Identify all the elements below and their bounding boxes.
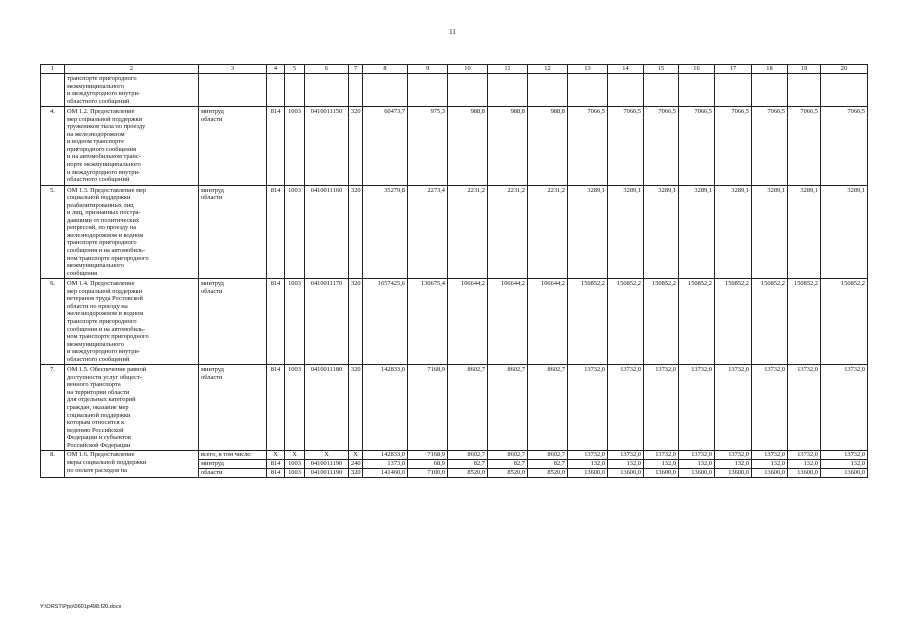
executor: всего, в том числе: — [199, 451, 267, 460]
csr-code: 0410011160 — [305, 185, 349, 279]
row-number: 4. — [41, 107, 65, 185]
executor — [199, 74, 267, 107]
measure-name: ОМ 1.4. Предоставление мер социальной поддержки ветеранов труда Ростовской области по проезду на железнодорожном и водном транспорте пригородного сообщения и на автомобиль- ном транспорте пригородного межмуниципального и междугородного внутри- областного сообщений — [65, 279, 199, 365]
amount-cell: 13600,0 — [715, 469, 752, 478]
amount-cell: 13732,0 — [644, 451, 679, 460]
table-row — [41, 365, 868, 451]
grbs-code: X — [267, 451, 285, 460]
measure-name: ОМ 1.2. Предоставление мер социальной поддержки тружеников тыла по проезду на железнодорожном и водном транспорте пригородного сообщения и на автомобильном транс- порте межмуниципального и междугородного внутри- областного сообщений — [65, 107, 199, 185]
rzpr-code — [285, 74, 305, 107]
table-row — [41, 279, 868, 365]
rzpr-code: 1003 — [285, 185, 305, 279]
amount-cell: 7100,0 — [408, 469, 448, 478]
table-row — [41, 74, 868, 107]
amount-cell: 8602,7 — [528, 365, 568, 451]
amount-cell: 13732,0 — [608, 451, 644, 460]
column-header: 12 — [528, 65, 568, 74]
grbs-code: 814 — [267, 469, 285, 478]
column-header: 19 — [788, 65, 821, 74]
column-header: 18 — [752, 65, 788, 74]
amount-cell — [448, 74, 488, 107]
amount-cell: 150852,2 — [752, 279, 788, 365]
amount-cell: 150852,2 — [608, 279, 644, 365]
amount-cell: 7066,5 — [788, 107, 821, 185]
column-header: 15 — [644, 65, 679, 74]
amount-cell: 8520,0 — [448, 469, 488, 478]
amount-cell: 132,0 — [608, 460, 644, 469]
amount-cell — [568, 74, 608, 107]
vr-code — [349, 74, 363, 107]
vr-code: 320 — [349, 469, 363, 478]
column-header: 11 — [488, 65, 528, 74]
amount-cell: 13732,0 — [568, 451, 608, 460]
budget-table — [40, 64, 868, 478]
amount-cell: 8520,0 — [528, 469, 568, 478]
table-body — [41, 65, 868, 478]
amount-cell: 7066,5 — [752, 107, 788, 185]
amount-cell: 3289,1 — [679, 185, 715, 279]
column-header: 14 — [608, 65, 644, 74]
amount-cell: 13732,0 — [679, 365, 715, 451]
executor: минтруд области — [199, 107, 267, 185]
amount-cell — [788, 74, 821, 107]
amount-cell: 7168,9 — [408, 451, 448, 460]
amount-cell: 8602,7 — [448, 365, 488, 451]
rzpr-code: 1003 — [285, 279, 305, 365]
amount-cell: 988,8 — [448, 107, 488, 185]
column-header: 8 — [363, 65, 408, 74]
column-header: 6 — [305, 65, 349, 74]
amount-cell: 132,0 — [821, 460, 868, 469]
amount-cell: 13732,0 — [715, 365, 752, 451]
amount-cell: 132,0 — [644, 460, 679, 469]
amount-cell: 13600,0 — [608, 469, 644, 478]
amount-cell: 60473,7 — [363, 107, 408, 185]
amount-cell: 132,0 — [568, 460, 608, 469]
executor: области — [199, 469, 267, 478]
amount-cell: 82,7 — [528, 460, 568, 469]
vr-code: X — [349, 451, 363, 460]
amount-cell: 132,0 — [679, 460, 715, 469]
amount-cell: 7066,5 — [715, 107, 752, 185]
rzpr-code: 1003 — [285, 365, 305, 451]
amount-cell: 13732,0 — [715, 451, 752, 460]
amount-cell: 13600,0 — [568, 469, 608, 478]
amount-cell: 13600,0 — [752, 469, 788, 478]
amount-cell: 7066,5 — [568, 107, 608, 185]
amount-cell: 3289,1 — [644, 185, 679, 279]
amount-cell: 150852,2 — [679, 279, 715, 365]
column-header: 3 — [199, 65, 267, 74]
amount-cell: 1657425,6 — [363, 279, 408, 365]
amount-cell: 13600,0 — [679, 469, 715, 478]
rzpr-code: 1003 — [285, 107, 305, 185]
amount-cell: 132,0 — [788, 460, 821, 469]
table-row — [41, 185, 868, 279]
vr-code: 320 — [349, 185, 363, 279]
amount-cell: 8520,0 — [488, 469, 528, 478]
amount-cell — [752, 74, 788, 107]
csr-code: 0410011150 — [305, 107, 349, 185]
executor: минтруд области — [199, 365, 267, 451]
measure-name: ОМ 1.3. Предоставление мер социальной поддержки реабилитированных лиц и лиц, признанных постра- давшими от политических репрессий, по проезду на железнодорожном и водном транспорте пригородного сообщения и на автомобиль- ном транспорте пригородного межмуниципального сообщения — [65, 185, 199, 279]
amount-cell — [488, 74, 528, 107]
amount-cell: 8602,7 — [448, 451, 488, 460]
column-header: 16 — [679, 65, 715, 74]
amount-cell: 7066,5 — [679, 107, 715, 185]
header-row — [41, 65, 868, 74]
table-row — [41, 107, 868, 185]
page-number: 11 — [449, 28, 456, 36]
csr-code: 0410011190 — [305, 469, 349, 478]
amount-cell: 13732,0 — [568, 365, 608, 451]
amount-cell: 150852,2 — [821, 279, 868, 365]
column-header: 4 — [267, 65, 285, 74]
amount-cell — [528, 74, 568, 107]
amount-cell: 13600,0 — [644, 469, 679, 478]
amount-cell — [644, 74, 679, 107]
executor: минтруд области — [199, 279, 267, 365]
amount-cell — [363, 74, 408, 107]
vr-code: 320 — [349, 279, 363, 365]
amount-cell: 82,7 — [488, 460, 528, 469]
amount-cell: 150852,2 — [715, 279, 752, 365]
amount-cell: 975,3 — [408, 107, 448, 185]
measure-name: транспорте пригородного межмуниципального и междугородного внутри- областного сообщений — [65, 74, 199, 107]
executor: минтруд области — [199, 185, 267, 279]
amount-cell: 8602,7 — [528, 451, 568, 460]
csr-code: 0410011180 — [305, 365, 349, 451]
amount-cell: 8602,7 — [488, 451, 528, 460]
amount-cell: 132,0 — [715, 460, 752, 469]
column-header: 17 — [715, 65, 752, 74]
table-row — [41, 451, 868, 460]
measure-name: ОМ 1.6. Предоставление меры социальной поддержки по оплате расходов на — [65, 451, 199, 478]
row-number: 6. — [41, 279, 65, 365]
amount-cell: 13732,0 — [608, 365, 644, 451]
vr-code: 320 — [349, 365, 363, 451]
amount-cell — [608, 74, 644, 107]
column-header: 10 — [448, 65, 488, 74]
amount-cell: 106644,2 — [488, 279, 528, 365]
amount-cell: 3289,1 — [788, 185, 821, 279]
amount-cell: 988,8 — [528, 107, 568, 185]
measure-name: ОМ 1.5. Обеспечение равной доступности услуг общест- венного транспорта на территории области для отдельных категорий граждан, оказание мер социальной поддержки которым относится к ведению Российской Федерации и субъектов Российской Федерации — [65, 365, 199, 451]
amount-cell: 2231,2 — [488, 185, 528, 279]
grbs-code — [267, 74, 285, 107]
csr-code: 0410011170 — [305, 279, 349, 365]
file-path-footer: Y:\ORST\Ppo\0601p498.f20.docx — [40, 604, 122, 610]
amount-cell: 7066,5 — [821, 107, 868, 185]
amount-cell: 132,0 — [752, 460, 788, 469]
amount-cell: 988,8 — [488, 107, 528, 185]
amount-cell: 2231,2 — [528, 185, 568, 279]
amount-cell: 141460,0 — [363, 469, 408, 478]
column-header: 1 — [41, 65, 65, 74]
rzpr-code: X — [285, 451, 305, 460]
amount-cell: 3289,1 — [715, 185, 752, 279]
row-number: 5. — [41, 185, 65, 279]
amount-cell: 7168,9 — [408, 365, 448, 451]
grbs-code: 814 — [267, 185, 285, 279]
amount-cell: 3289,1 — [752, 185, 788, 279]
amount-cell: 1373,0 — [363, 460, 408, 469]
amount-cell: 13732,0 — [788, 451, 821, 460]
column-header: 20 — [821, 65, 868, 74]
vr-code: 320 — [349, 107, 363, 185]
column-header: 9 — [408, 65, 448, 74]
vr-code: 240 — [349, 460, 363, 469]
grbs-code: 814 — [267, 279, 285, 365]
amount-cell: 3289,1 — [821, 185, 868, 279]
amount-cell: 3289,1 — [608, 185, 644, 279]
column-header: 13 — [568, 65, 608, 74]
amount-cell: 13732,0 — [752, 365, 788, 451]
amount-cell: 13732,0 — [821, 365, 868, 451]
column-header: 5 — [285, 65, 305, 74]
amount-cell: 13732,0 — [752, 451, 788, 460]
amount-cell: 142833,0 — [363, 365, 408, 451]
amount-cell: 2273,4 — [408, 185, 448, 279]
grbs-code: 814 — [267, 107, 285, 185]
grbs-code: 814 — [267, 365, 285, 451]
amount-cell: 7066,5 — [644, 107, 679, 185]
amount-cell: 7066,5 — [608, 107, 644, 185]
grbs-code: 814 — [267, 460, 285, 469]
amount-cell: 13732,0 — [644, 365, 679, 451]
csr-code: 0410011190 — [305, 460, 349, 469]
amount-cell: 8602,7 — [488, 365, 528, 451]
csr-code: X — [305, 451, 349, 460]
amount-cell: 82,7 — [448, 460, 488, 469]
amount-cell: 106644,2 — [528, 279, 568, 365]
amount-cell: 3289,1 — [568, 185, 608, 279]
amount-cell: 13732,0 — [788, 365, 821, 451]
amount-cell: 35279,8 — [363, 185, 408, 279]
amount-cell: 13600,0 — [821, 469, 868, 478]
amount-cell: 150852,2 — [568, 279, 608, 365]
amount-cell: 13732,0 — [679, 451, 715, 460]
rzpr-code: 1003 — [285, 460, 305, 469]
row-number — [41, 74, 65, 107]
amount-cell — [679, 74, 715, 107]
amount-cell: 130675,4 — [408, 279, 448, 365]
amount-cell: 142833,0 — [363, 451, 408, 460]
amount-cell: 13732,0 — [821, 451, 868, 460]
amount-cell: 68,9 — [408, 460, 448, 469]
column-header: 2 — [65, 65, 199, 74]
executor: минтруд — [199, 460, 267, 469]
amount-cell: 2231,2 — [448, 185, 488, 279]
row-number: 7. — [41, 365, 65, 451]
amount-cell: 13600,0 — [788, 469, 821, 478]
csr-code — [305, 74, 349, 107]
amount-cell: 150852,2 — [788, 279, 821, 365]
amount-cell: 106644,2 — [448, 279, 488, 365]
amount-cell: 150852,2 — [644, 279, 679, 365]
rzpr-code: 1003 — [285, 469, 305, 478]
amount-cell — [715, 74, 752, 107]
row-number: 8. — [41, 451, 65, 478]
amount-cell — [821, 74, 868, 107]
amount-cell — [408, 74, 448, 107]
column-header: 7 — [349, 65, 363, 74]
